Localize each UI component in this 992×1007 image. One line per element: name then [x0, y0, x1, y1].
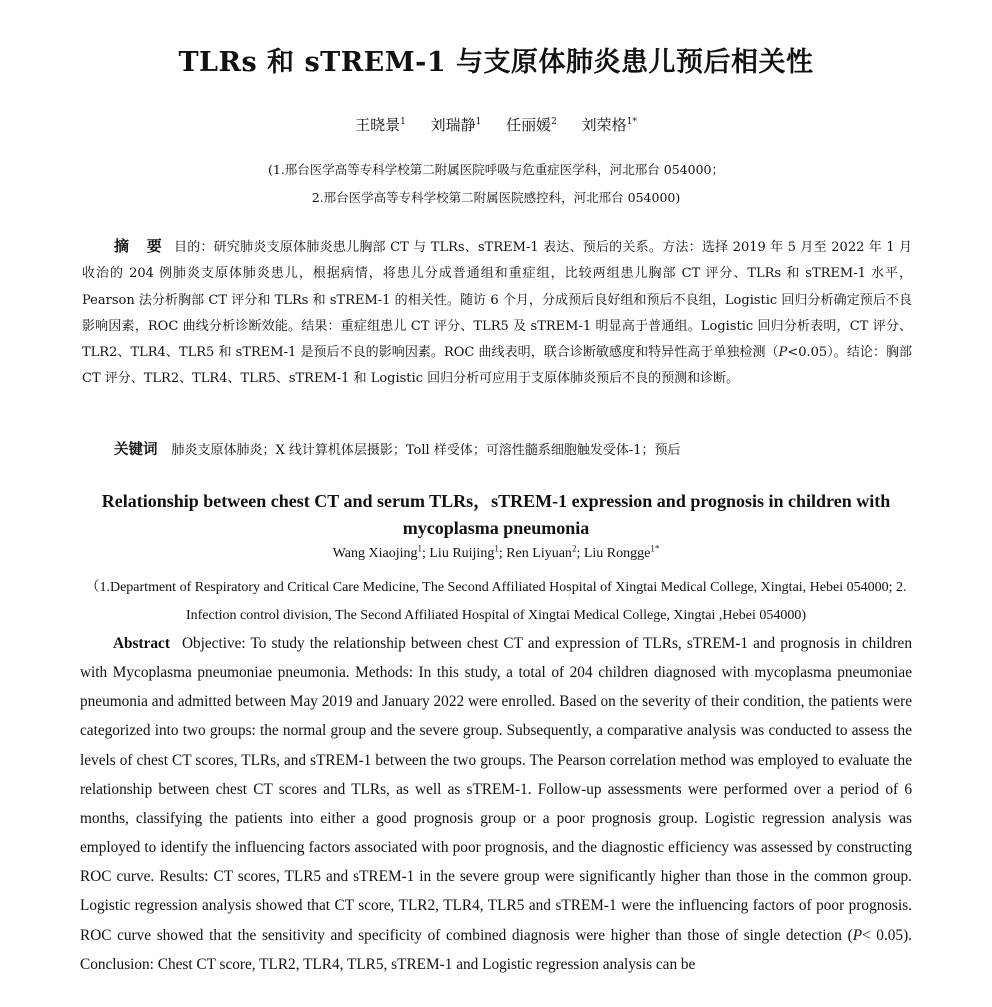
en-abstract	[80, 629, 912, 979]
cn-author: 刘瑞静$^1$	[430, 116, 482, 134]
en-abstract-p: P	[852, 926, 863, 944]
en-affiliation: （1.Department of Respiratory and Critical Care Medicine, The Second Affiliated Hospital of Xingtai Medical College, Xingtai, Hebei 054000; 2. Infection control division, The Second Affiliated Hospital of Xingtai Medical College, Xingtai ,Hebei 054000)	[85, 580, 907, 623]
cn-keywords-text: 肺炎支原体肺炎；X 线计算机体层摄影；Toll 样受体；可溶性髓系细胞触发受体-1；预后	[171, 443, 681, 458]
en-author: Wang Xiaojing$^1$	[332, 543, 422, 561]
en-author: Liu Ruijing$^1$	[429, 543, 499, 561]
en-author-separator: ;	[498, 546, 507, 561]
cn-abstract	[82, 233, 912, 393]
cn-title: TLRs 和 sTREM-1 与支原体肺炎患儿预后相关性	[178, 47, 814, 78]
cn-abstract-label: 摘 要	[114, 237, 168, 255]
cn-keywords-label: 关键词	[114, 442, 158, 458]
cn-abstract-text-2: <0.05）。结论：胸部 CT 评分、TLR2、TLR4、TLR5、sTREM-1 和 Logistic 回归分析可应用于支原体肺炎预后不良的预测和诊断。	[82, 345, 913, 387]
cn-keywords	[114, 438, 914, 463]
cn-abstract-p: P	[778, 345, 788, 361]
en-abstract-label: Abstract	[113, 635, 170, 652]
cn-author-list	[0, 114, 992, 135]
cn-author: 刘荣格$^{1*}$	[581, 116, 637, 134]
cn-affiliation-1: (1.邢台医学高等专科学校第二附属医院呼吸与危重症医学科，河北邢台 054000；	[268, 162, 724, 177]
en-author: Ren Liyuan$^2$	[506, 543, 577, 561]
en-author-separator: ;	[576, 546, 584, 561]
en-abstract-text-1: Objective: To study the relationship between chest CT and expression of TLRs, sTREM-1 and prognosis in children with Mycoplasma pneumoniae pneumonia. Methods: In this study, a total of 204 children diagnosed with mycoplasma pneumoniae pneumonia and admitted between May 2019 and January 2022 were enrolled. Based on the severity of their condition, the patients were categorized into two groups: the normal group and the severe group. Subsequently, a comparative analysis was conducted to assess the levels of chest CT scores, TLRs, and sTREM-1 between the two groups. The Pearson correlation method was employed to evaluate the relationship between chest CT scores and TLRs, as well as sTREM-1. Follow-up assessments were performed over a period of 6 months, classifying the patients into either a good prognosis group or a poor prognosis group. Logistic regression analysis was employed to identify the influencing factors associated with poor prognosis, and the diagnostic efficiency was assessed by constructing ROC curve. Results: CT scores, TLR5 and sTREM-1 in the severe group were significantly higher than those in the common group. Logistic regression analysis showed that CT score, TLR2, TLR4, TLR5 and sTREM-1 were the influencing factors of poor prognosis. ROC curve showed that the sensitivity and specificity of combined diagnosis were higher than those of single detection (	[80, 635, 912, 944]
cn-abstract-text-1: 目的：研究肺炎支原体肺炎患儿胸部 CT 与 TLRs、sTREM-1 表达、预后的关系。方法：选择 2019 年 5 月至 2022 年 1 月收治的 204 例肺炎支原体肺炎患儿，根据病情，将患儿分成普通组和重症组，比较两组患儿胸部 CT 评分、TLRs 和 sTREM-1 水平，Pearson 法分析胸部 CT 评分和 TLRs 和 sTREM-1 的相关性。随访 6 个月，分成预后良好组和预后不良组，Logistic 回归分析确定预后不良影响因素，ROC 曲线分析诊断效能。结果：重症组患儿 CT 评分、TLR5 及 sTREM-1 明显高于普通组。Logistic 回归分析表明，CT 评分、TLR2、TLR4、TLR5 和 sTREM-1 是预后不良的影响因素。ROC 曲线表明，联合诊断敏感度和特异性高于单独检测（	[82, 240, 912, 361]
en-abstract-text-2: < 0.05). Conclusion: Chest CT score, TLR2, TLR4, TLR5, sTREM-1 and Logistic regression analysis can be	[80, 926, 913, 973]
en-author: Liu Rongge$^{1*}$	[583, 543, 660, 561]
cn-affiliation-2: 2.邢台医学高等专科学校第二附属医院感控科，河北邢台 054000)	[311, 190, 681, 205]
en-author-list	[0, 543, 992, 562]
cn-author: 王晓景$^1$	[355, 116, 406, 134]
cn-author: 任丽媛$^2$	[506, 116, 557, 134]
en-author-separator: ;	[421, 546, 430, 561]
en-title: Relationship between chest CT and serum TLRs，sTREM-1 expression and prognosis in children with mycoplasma pneumonia	[101, 491, 891, 538]
